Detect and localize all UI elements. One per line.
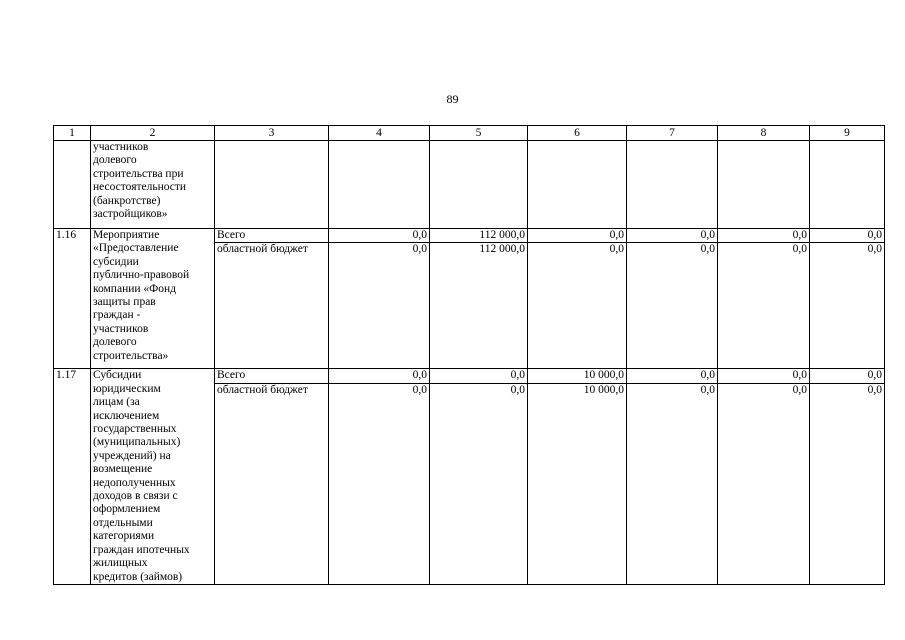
value-cell: 0,0	[627, 243, 718, 369]
column-header: 7	[627, 126, 718, 141]
item-name-cell: Мероприятие «Предоставление субсидии публично-правовой компании «Фонд защиты прав граждан - участников долевого строительства»	[91, 229, 215, 369]
funding-source-cell: Всего	[215, 369, 329, 384]
value-cell: 0,0	[627, 369, 718, 384]
column-header: 2	[91, 126, 215, 141]
value-cell: 0,0	[329, 369, 430, 384]
value-cell: 0,0	[329, 243, 430, 369]
value-cell: 0,0	[528, 229, 627, 243]
column-header: 1	[54, 126, 91, 141]
item-name-cell: Субсидии юридическим лицам (за исключением государственных (муниципальных) учреждений) на возмещение недополученных доходов в связи с оформлением отдельными категориями граждан ипотечных жилищных кредитов (займов)	[91, 369, 215, 585]
value-cell: 0,0	[810, 369, 885, 384]
table-cell	[329, 141, 430, 229]
table-cell	[430, 141, 528, 229]
value-cell: 112 000,0	[430, 243, 528, 369]
table-cell	[215, 141, 329, 229]
item-name-cell: участников долевого строительства при несостоятельности (банкротстве) застройщиков»	[91, 141, 215, 229]
value-cell: 0,0	[430, 369, 528, 384]
value-cell: 0,0	[329, 384, 430, 585]
value-cell: 0,0	[810, 243, 885, 369]
column-header: 9	[810, 126, 885, 141]
value-cell: 10 000,0	[528, 384, 627, 585]
funding-source-cell: областной бюджет	[215, 243, 329, 369]
value-cell: 0,0	[528, 243, 627, 369]
value-cell: 0,0	[718, 384, 810, 585]
column-header: 6	[528, 126, 627, 141]
table-cell	[528, 141, 627, 229]
value-cell: 0,0	[810, 229, 885, 243]
item-code-cell: 1.17	[54, 369, 91, 585]
table-cell	[718, 141, 810, 229]
column-header: 3	[215, 126, 329, 141]
value-cell: 0,0	[627, 229, 718, 243]
table-header-row	[54, 126, 885, 141]
value-cell: 10 000,0	[528, 369, 627, 384]
column-header: 4	[329, 126, 430, 141]
column-header: 5	[430, 126, 528, 141]
value-cell: 0,0	[627, 384, 718, 585]
page-number: 89	[446, 92, 459, 106]
funding-source-cell: областной бюджет	[215, 384, 329, 585]
value-cell: 0,0	[718, 243, 810, 369]
value-cell: 0,0	[718, 229, 810, 243]
column-header: 8	[718, 126, 810, 141]
funding-source-cell: Всего	[215, 229, 329, 243]
table-cell	[810, 141, 885, 229]
table-cell	[54, 141, 91, 229]
value-cell: 0,0	[329, 229, 430, 243]
table-row-continued	[54, 141, 885, 229]
table-row	[54, 229, 885, 243]
budget-table	[53, 125, 885, 585]
value-cell: 0,0	[718, 369, 810, 384]
value-cell: 0,0	[430, 384, 528, 585]
value-cell: 0,0	[810, 384, 885, 585]
table-cell	[627, 141, 718, 229]
item-code-cell: 1.16	[54, 229, 91, 369]
table-row	[54, 369, 885, 384]
value-cell: 112 000,0	[430, 229, 528, 243]
